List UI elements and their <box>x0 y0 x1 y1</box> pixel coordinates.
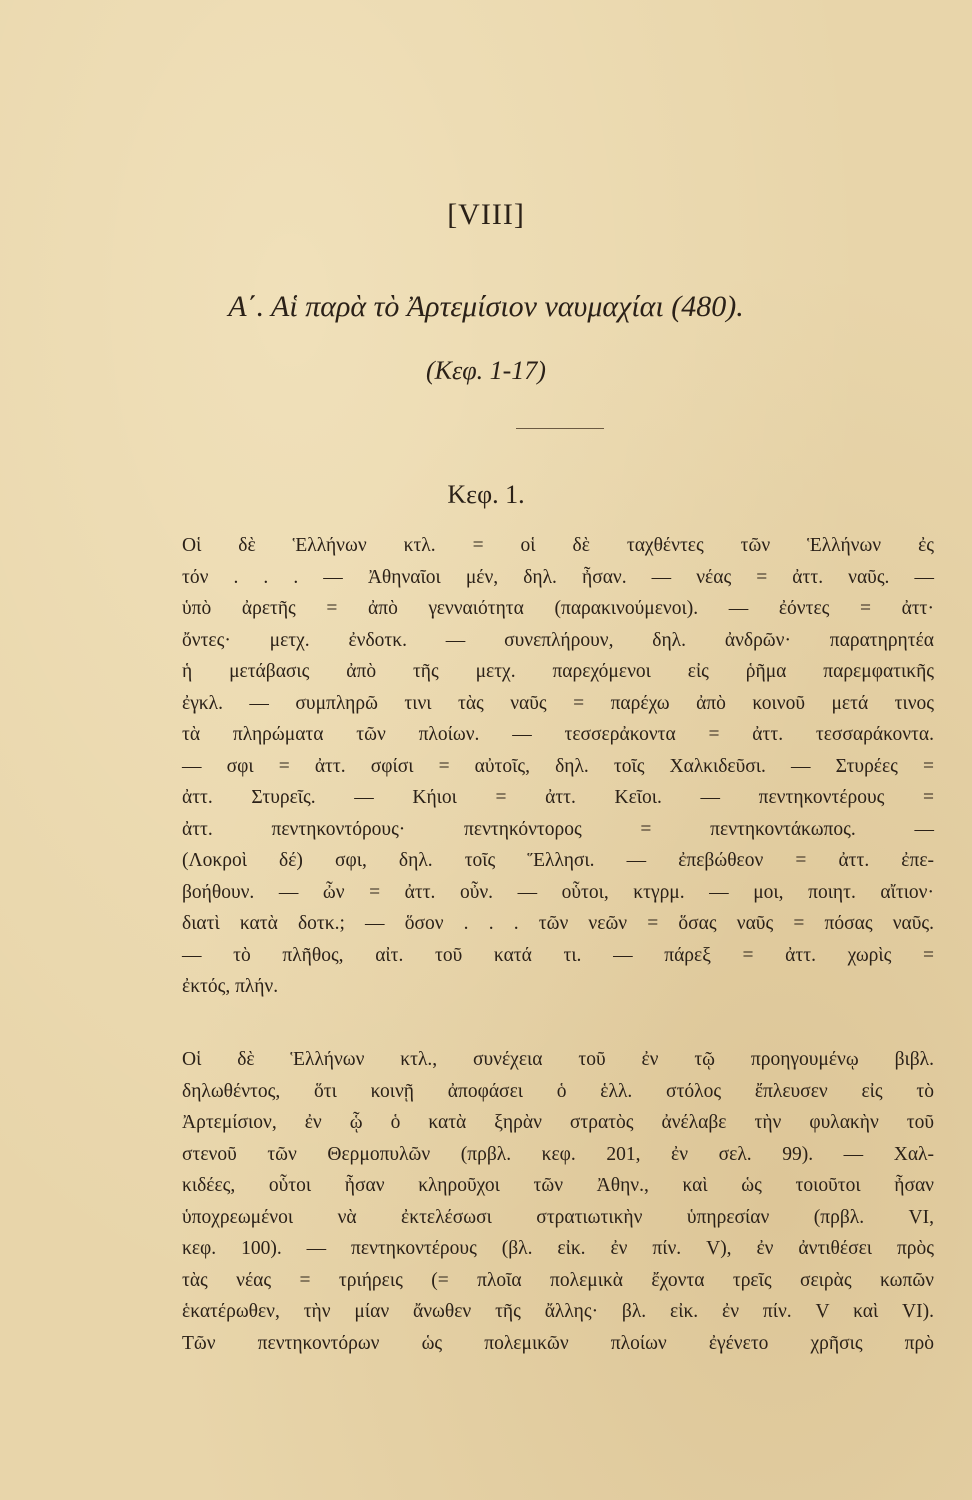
text-line: τόν . . . — Ἀθηναῖοι μέν, δηλ. ἦσαν. — νέας = ἀττ. ναῦς. — <box>182 566 934 588</box>
text-line: ἡ μετάβασις ἀπὸ τῆς μετχ. παρεχόμενοι εἰς ῥῆμα παρεμφατικῆς <box>182 661 934 682</box>
text-line: Οἱ δὲ Ἑλλήνων κτλ., συνέχεια τοῦ ἐν τῷ προηγουμένῳ βιβλ. <box>182 1049 934 1070</box>
text-line: ὄντες· μετχ. ἐνδοτκ. — συνεπλήρουν, δηλ. ἀνδρῶν· παρατηρητέα <box>182 629 934 651</box>
text-line: δηλωθέντος, ὅτι κοινῇ ἀποφάσει ὁ ἑλλ. στόλος ἔπλευσεν εἰς τὸ <box>182 1080 934 1102</box>
text-line: διατὶ κατὰ δοτκ.; — ὅσον . . . τῶν νεῶν = ὅσας ναῦς = πόσας ναῦς. <box>182 913 934 934</box>
text-line: τὰς νέας = τριήρεις (= πλοῖα πολεμικὰ ἔχοντα τρεῖς σειρὰς κωπῶν <box>182 1269 934 1291</box>
chapter-number: Κεφ. 1. <box>447 480 525 509</box>
text-line: ὑπὸ ἀρετῆς = ἀπὸ γενναιότητα (παρακινούμενοι). — ἐόντες = ἀττ· <box>182 598 934 619</box>
text-line: ἀττ. πεντηκοντόρους· πεντηκόντορος = πεντηκοντάκωπος. — <box>182 818 934 840</box>
text-line: ἑκατέρωθεν, τὴν μίαν ἄνωθεν τῆς ἄλλης· βλ. εἰκ. ἐν πίν. V καὶ VI). <box>182 1301 934 1322</box>
text-line: ἀττ. Στυρεῖς. — Κήιοι = ἀττ. Κεῖοι. — πεντηκοντέρους = <box>182 787 934 808</box>
text-line: (Λοκροὶ δέ) σφι, δηλ. τοῖς Ἕλλησι. — ἐπεβώθεον = ἀττ. ἐπε- <box>182 850 934 871</box>
text-line: κεφ. 100). — πεντηκοντέρους (βλ. εἰκ. ἐν πίν. V), ἐν ἀντιθέσει πρὸς <box>182 1238 934 1259</box>
text-line: βοήθουν. — ὦν = ἀττ. οὖν. — οὗτοι, κτγρμ. — μοι, ποιητ. αἴτιον· <box>182 881 934 903</box>
text-line: ὑποχρεωμένοι νὰ ἐκτελέσωσι στρατιωτικὴν ὑπηρεσίαν (πρβλ. VI, <box>182 1206 934 1228</box>
commentary-paragraph <box>182 530 934 1003</box>
divider-rule <box>516 428 604 429</box>
text-line: Ἀρτεμίσιον, ἐν ᾧ ὁ κατὰ ξηρὰν στρατὸς ἀνέλαβε τὴν φυλακὴν τοῦ <box>182 1112 934 1133</box>
chapter-title: Α΄. Αἱ παρὰ τὸ Ἀρτεμίσιον ναυμαχίαι (480). <box>228 290 744 323</box>
text-line: ἐγκλ. — συμπληρῶ τινι τὰς ναῦς = παρέχω ἀπὸ κοινοῦ μετά τινος <box>182 692 934 714</box>
text-line: Οἱ δὲ Ἑλλήνων κτλ. = οἱ δὲ ταχθέντες τῶν Ἑλλήνων ἐς <box>182 535 934 556</box>
chapter-range: (Κεφ. 1-17) <box>426 356 546 385</box>
text-line: τὰ πληρώματα τῶν πλοίων. — τεσσερἀκοντα = ἀττ. τεσσαράκοντα. <box>182 724 934 745</box>
text-line: ἐκτός, πλήν. <box>182 976 279 997</box>
text-line: Τῶν πεντηκοντόρων ὡς πολεμικῶν πλοίων ἐγένετο χρῆσις πρὸ <box>182 1332 934 1354</box>
text-line: — τὸ πλῆθος, αἰτ. τοῦ κατά τι. — πάρεξ = ἀττ. χωρὶς = <box>182 944 934 966</box>
text-line: — σφι = ἀττ. σφίσι = αὐτοῖς, δηλ. τοῖς Χαλκιδεῦσι. — Στυρέες = <box>182 755 934 777</box>
commentary-paragraph <box>182 1044 934 1359</box>
section-number: [VIII] <box>447 198 525 231</box>
text-line: κιδέες, οὗτοι ἦσαν κληροῦχοι τῶν Ἀθην., καὶ ὡς τοιοῦτοι ἦσαν <box>182 1175 934 1196</box>
text-line: στενοῦ τῶν Θερμοπυλῶν (πρβλ. κεφ. 201, ἐν σελ. 99). — Χαλ- <box>182 1143 934 1165</box>
